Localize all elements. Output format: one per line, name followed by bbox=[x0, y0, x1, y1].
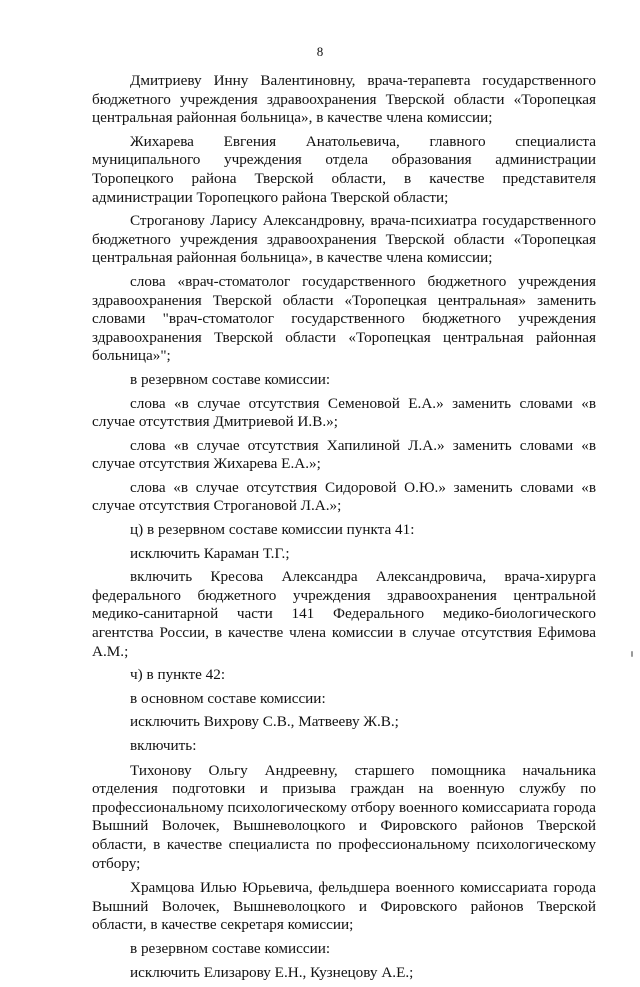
scan-speck bbox=[631, 651, 633, 657]
paragraph: слова «врач-стоматолог государственного бюджетного учреждения здравоохранения Тверской области «Торопецкая центральная» заменить словами "врач-стоматолог государственного бюджетного учреждения здравоохранения Тверской области «Торопецкая центральная районная больница»"; bbox=[92, 272, 596, 365]
paragraph: Строганову Ларису Александровну, врача-психиатра государственного бюджетного учреждения здравоохранения Тверской области «Торопецкая центральная районная больница», в качестве члена комиссии; bbox=[92, 212, 596, 267]
paragraph: исключить Вихрову С.В., Матвееву Ж.В.; bbox=[130, 713, 399, 731]
paragraph: Дмитриеву Инну Валентиновну, врача-терапевта государственного бюджетного учреждения здравоохранения Тверской области «Торопецкая центральная районная больница», в качестве члена комиссии; bbox=[92, 72, 596, 127]
paragraph: слова «в случае отсутствия Семеновой Е.А.» заменить словами «в случае отсутствия Дмитриевой И.В.»; bbox=[92, 394, 596, 431]
paragraph: исключить Елизарову Е.Н., Кузнецову А.Е.; bbox=[130, 963, 414, 981]
page-number: 8 bbox=[316, 44, 324, 59]
paragraph: Жихарева Евгения Анатольевича, главного специалиста муниципального учреждения отдела образования администрации Торопецкого района Тверской области, в качестве представителя администрации Торопецкого района Тверской области; bbox=[92, 132, 596, 206]
paragraph: Тихонову Ольгу Андреевну, старшего помощника начальника отделения подготовки и призыва граждан на военную службу по профессиональному психологическому отбору военного комиссариата города Вышний Волочек, Вышневолоцкого и Фировского районов Тверской области, в качестве специалиста по профессиональному психологическому отбору; bbox=[92, 761, 596, 872]
paragraph: слова «в случае отсутствия Хапилиной Л.А.» заменить словами «в случае отсутствия Жихарева Е.А.»; bbox=[92, 436, 596, 473]
paragraph: исключить Караман Т.Г.; bbox=[130, 544, 290, 562]
paragraph: ц) в резервном составе комиссии пункта 41: bbox=[130, 521, 415, 539]
paragraph: включить Кресова Александра Александровича, врача-хирурга федерального бюджетного учреждения здравоохранения центральной медико-санитарной части 141 Федерального медико-биологического агентства России, в качестве члена комиссии в случае отсутствия Ефимова А.М.; bbox=[92, 568, 596, 660]
paragraph: в резервном составе комиссии: bbox=[130, 370, 331, 388]
paragraph: Храмцова Илью Юрьевича, фельдшера военного комиссариата города Вышний Волочек, Вышневолоцкого и Фировского районов Тверской области, в качестве секретаря комиссии; bbox=[92, 879, 596, 934]
paragraph: ч) в пункте 42: bbox=[130, 666, 226, 684]
paragraph: включить: bbox=[130, 737, 197, 754]
paragraph: в основном составе комиссии: bbox=[130, 689, 326, 707]
document-body bbox=[92, 72, 596, 987]
paragraph: в резервном составе комиссии: bbox=[130, 939, 331, 957]
paragraph: слова «в случае отсутствия Сидоровой О.Ю.» заменить словами «в случае отсутствия Строгановой Л.А.»; bbox=[92, 478, 596, 515]
